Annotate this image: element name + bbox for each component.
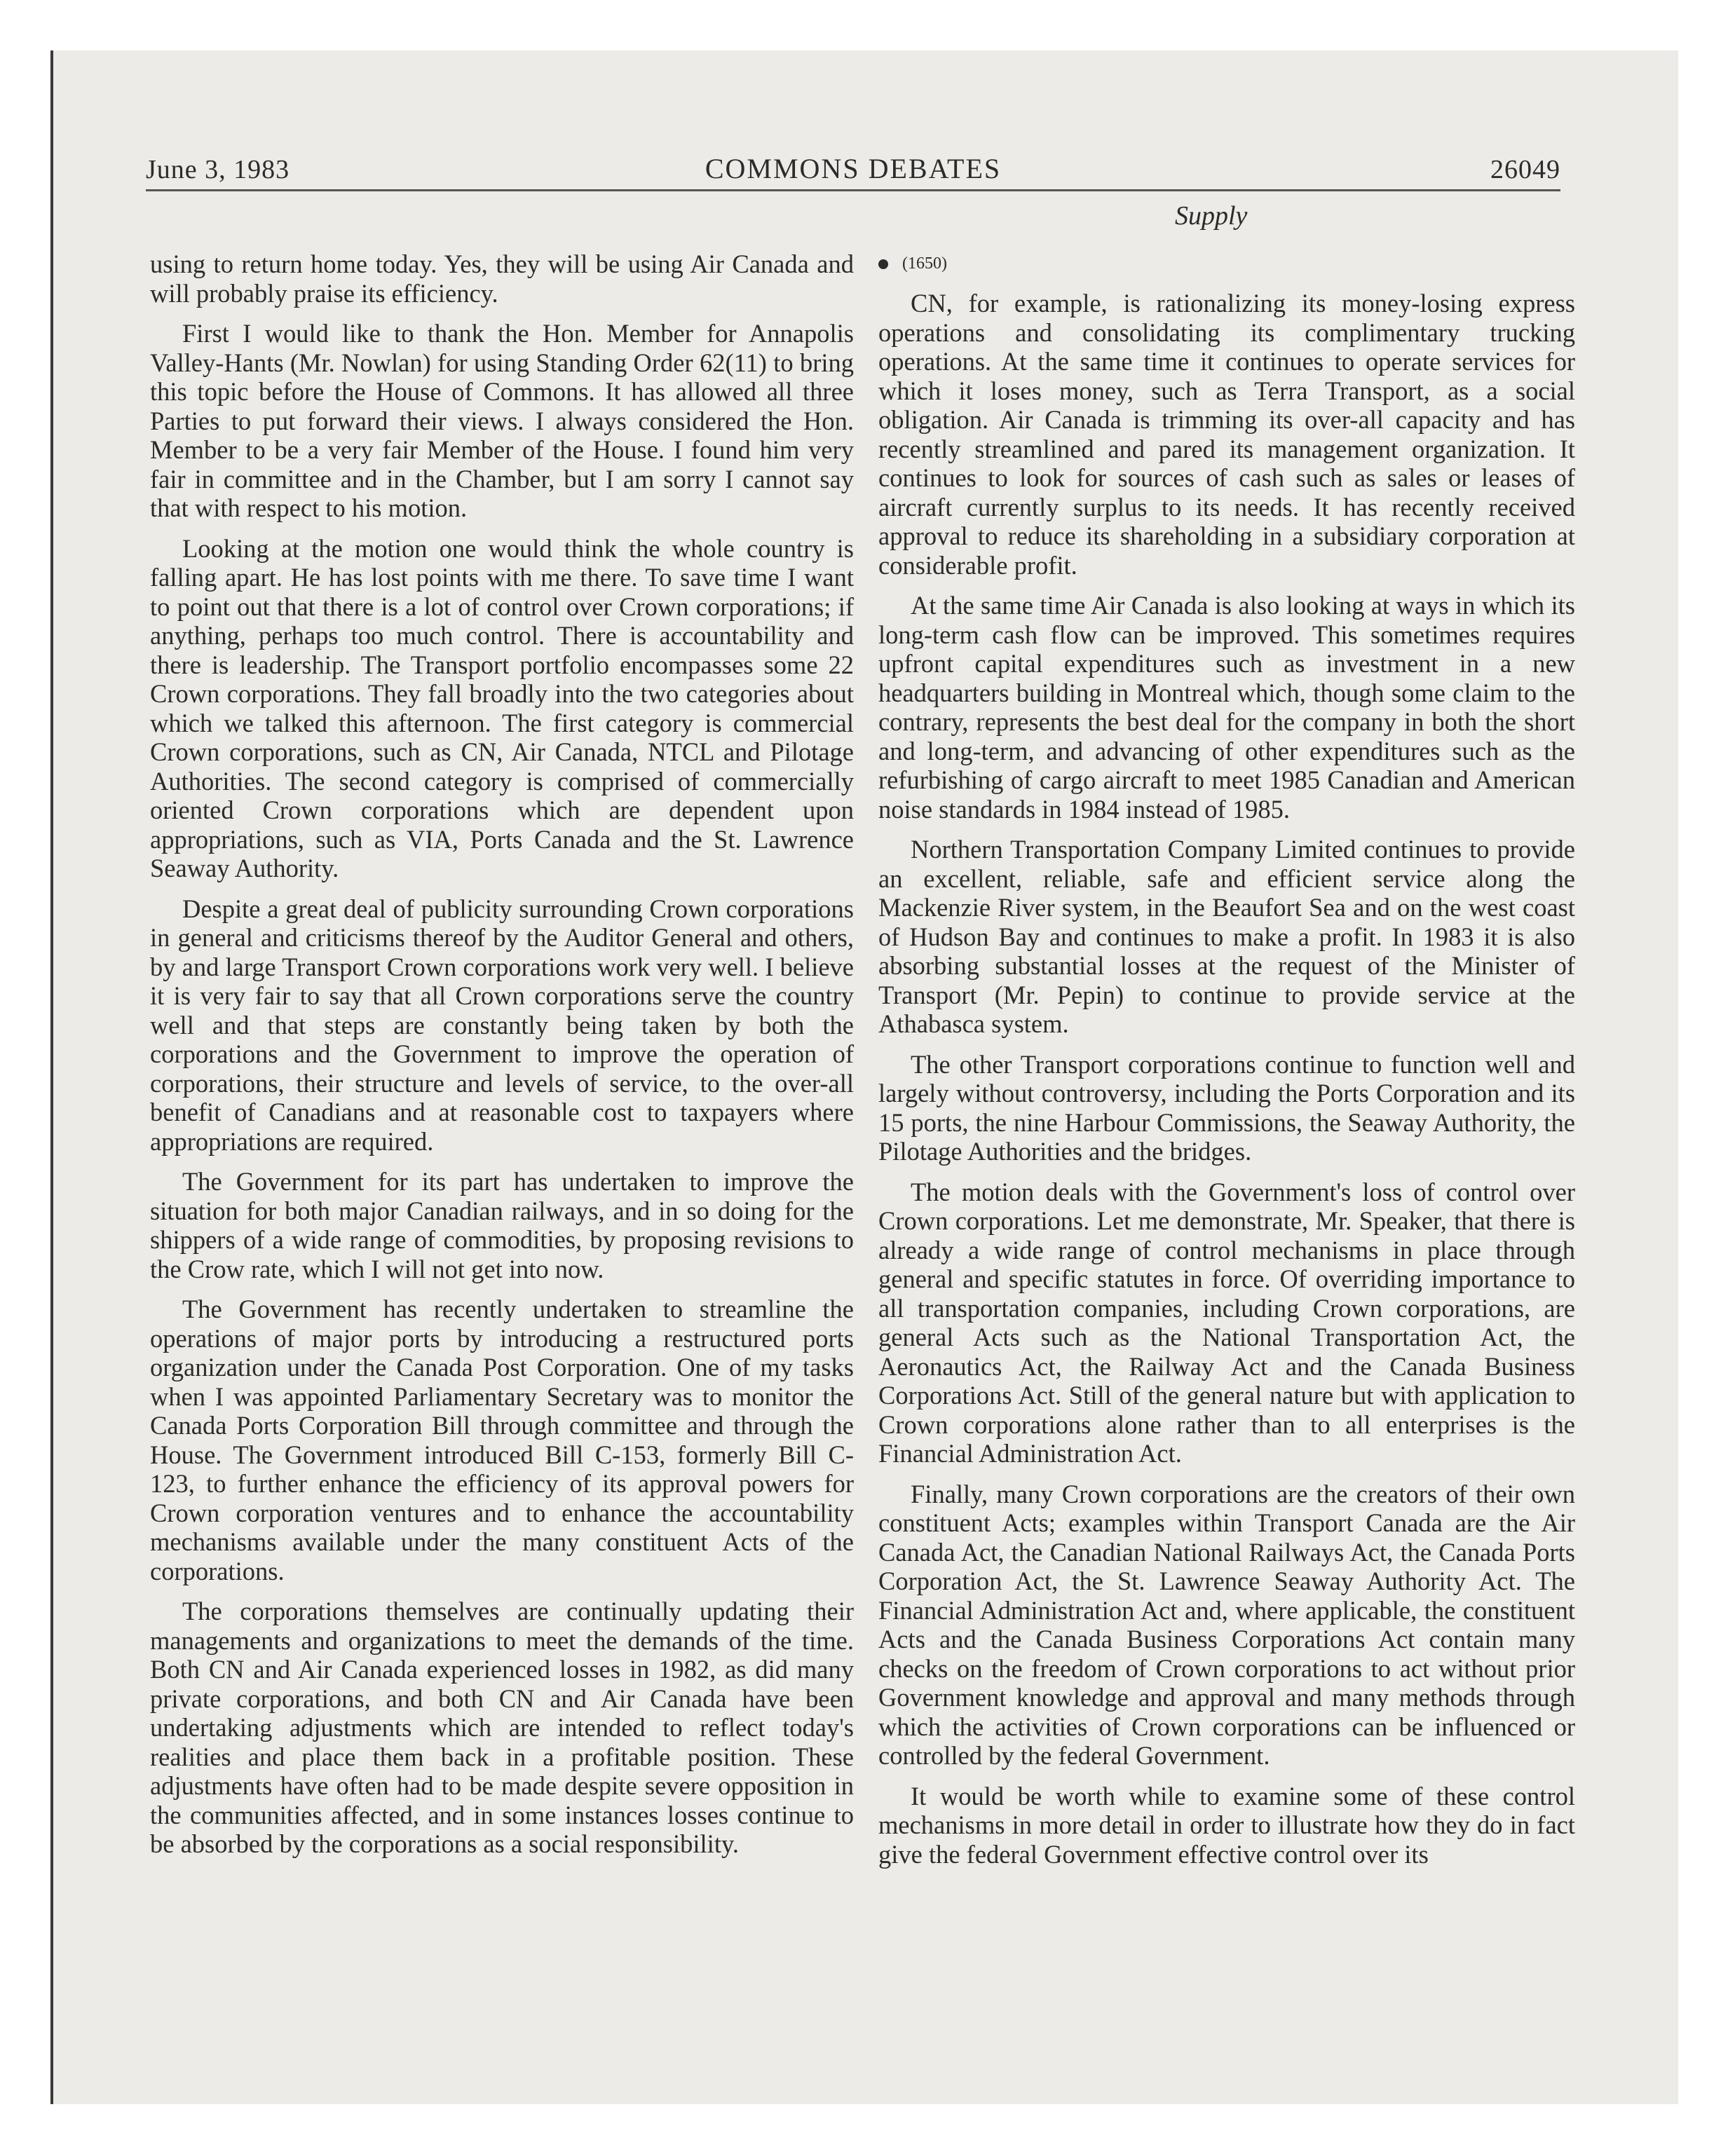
- header-page-number: 26049: [1490, 155, 1560, 184]
- paragraph: Northern Transportation Company Limited continues to provide an excellent, reliable, safe and efficient service along the Mackenzie River system, in the Beaufort Sea and on the west coast of Hudson Bay and continues to make a profit. In 1983 it is also absorbing substantial losses at the request of the Minister of Transport (Mr. Pepin) to continue to provide service at the Athabasca system.: [878, 835, 1575, 1038]
- paragraph: Finally, many Crown corporations are the creators of their own constituent Acts; examples within Transport Canada are the Air Canada Act, the Canadian National Railways Act, the Canada Ports Corporation Act, the St. Lawrence Seaway Authority Act. The Financial Administration Act and, where applicable, the constituent Acts and the Canada Business Corporations Act contain many checks on the freedom of Crown corporations to act without prior Government knowledge and approval and many methods through which the activities of Crown corporations can be influenced or controlled by the federal Government.: [878, 1479, 1575, 1770]
- paragraph: Looking at the motion one would think the whole country is falling apart. He has lost points with me there. To save time I want to point out that there is a lot of control over Crown corporations; if anything, perhaps too much control. There is accountability and there is leadership. The Transport portfolio encompasses some 22 Crown corporations. They fall broadly into the two categories about which we talked this afternoon. The first category is commercial Crown corporations, such as CN, Air Canada, NTCL and Pilotage Authorities. The second category is comprised of commercially oriented Crown corporations which are dependent upon appropriations, such as VIA, Ports Canada and the St. Lawrence Seaway Authority.: [150, 533, 854, 882]
- time-marker: [878, 250, 1575, 278]
- time-marker-text: (1650): [902, 254, 947, 273]
- bullet-icon: [878, 259, 888, 269]
- paragraph: The corporations themselves are continually updating their managements and organizations to meet the demands of the time. Both CN and Air Canada experienced losses in 1982, as did many private corporations, and both CN and Air Canada have been undertaking adjustments which are intended to reflect today's realities and place them back in a profitable position. These adjustments have often had to be made despite severe opposition in the communities affected, and in some instances losses continue to be absorbed by the corporations as a social responsibility.: [150, 1597, 854, 1858]
- paragraph: Despite a great deal of publicity surrounding Crown corporations in general and criticisms thereof by the Auditor General and others, by and large Transport Crown corporations work very well. I believe it is very fair to say that all Crown corporations serve the country well and that steps are constantly being taken by both the corporations and the Government to improve the operation of corporations, their structure and levels of service, to the over-all benefit of Canadians and at reasonable cost to taxpayers where appropriations are required.: [150, 894, 854, 1156]
- paragraph: It would be worth while to examine some of these control mechanisms in more detail in order to illustrate how they do in fact give the federal Government effective control over its: [878, 1781, 1575, 1869]
- header-date: June 3, 1983: [146, 155, 290, 184]
- page-header: [146, 140, 1560, 191]
- paragraph: The other Transport corporations continue to function well and largely without controversy, including the Ports Corporation and its 15 ports, the nine Harbour Commissions, the Seaway Authority, the Pilotage Authorities and the bridges.: [878, 1049, 1575, 1166]
- header-title: COMMONS DEBATES: [705, 153, 1002, 184]
- section-heading: Supply: [1175, 201, 1248, 231]
- right-column: [878, 250, 1575, 1880]
- paragraph: The Government for its part has undertaken to improve the situation for both major Canadian railways, and in so doing for the shippers of a wide range of commodities, by proposing revisions to the Crow rate, which I will not get into now.: [150, 1167, 854, 1283]
- paragraph: First I would like to thank the Hon. Member for Annapolis Valley-Hants (Mr. Nowlan) for using Standing Order 62(11) to bring this topic before the House of Commons. It has allowed all three Parties to put forward their views. I always considered the Hon. Member to be a very fair Member of the House. I found him very fair in committee and in the Chamber, but I am sorry I cannot say that with respect to his motion.: [150, 319, 854, 522]
- paragraph: using to return home today. Yes, they will be using Air Canada and will probably praise its efficiency.: [150, 250, 854, 308]
- paragraph: The Government has recently undertaken to streamline the operations of major ports by introducing a restructured ports organization under the Canada Post Corporation. One of my tasks when I was appointed Parliamentary Secretary was to monitor the Canada Ports Corporation Bill through committee and through the House. The Government introduced Bill C-153, formerly Bill C-123, to further enhance the efficiency of its approval powers for Crown corporation ventures and to enhance the accountability mechanisms available under the many constituent Acts of the corporations.: [150, 1295, 854, 1585]
- paragraph: At the same time Air Canada is also looking at ways in which its long-term cash flow can be improved. This sometimes requires upfront capital expenditures such as investment in a new headquarters building in Montreal which, though some claim to the contrary, represents the best deal for the company in both the short and long-term, and advancing of other expenditures such as the refurbishing of cargo aircraft to meet 1985 Canadian and American noise standards in 1984 instead of 1985.: [878, 591, 1575, 824]
- paragraph: The motion deals with the Government's loss of control over Crown corporations. Let me demonstrate, Mr. Speaker, that there is already a wide range of control mechanisms in place through general and specific statutes in force. Of overriding importance to all transportation companies, including Crown corporations, are general Acts such as the National Transportation Act, the Aeronautics Act, the Railway Act and the Canada Business Corporations Act. Still of the general nature but with application to Crown corporations alone rather than to all enterprises is the Financial Administration Act.: [878, 1177, 1575, 1468]
- paragraph: CN, for example, is rationalizing its money-losing express operations and consolidating its complimentary trucking operations. At the same time it continues to operate services for which it loses money, such as Terra Transport, as a social obligation. Air Canada is trimming its over-all capacity and has recently streamlined and pared its management organization. It continues to look for sources of cash such as sales or leases of aircraft currently surplus to its needs. It has recently received approval to reduce its shareholding in a subsidiary corporation at considerable profit.: [878, 289, 1575, 580]
- left-column: [150, 250, 854, 1870]
